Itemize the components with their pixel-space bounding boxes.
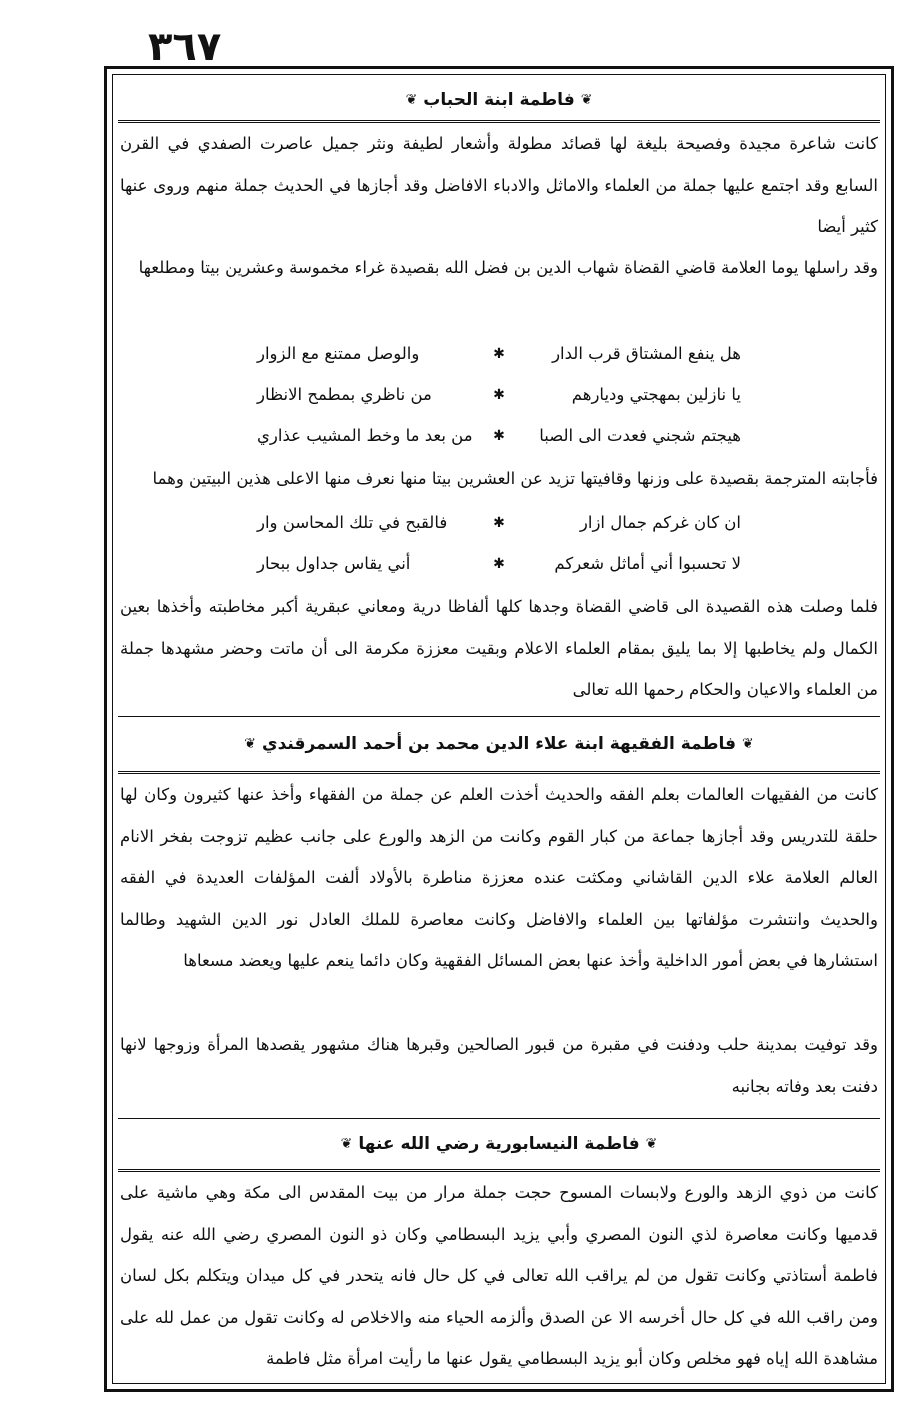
- biography-section-3: [118, 1119, 880, 1380]
- verse-hemistich: ان كان غركم جمال ازار: [579, 513, 741, 532]
- verse-hemistich: هل ينفع المشتاق قرب الدار: [552, 344, 741, 363]
- ornament-icon: ❦: [340, 1136, 353, 1152]
- paragraph: كانت من الفقيهات العالمات بعلم الفقه والحديث أخذت العلم عن جملة من الفقهاء وأخذ عنها كثيرون وكان لها حلقة للتدريس وقد أجازها جماعة من كبار القوم وكانت من الزهد والورع على جانب عظيم تزوجت بفخر الانام العالم العلامة علاء الدين القاشاني ومكثت عنده معززة مناطرة بالأولاد ألفت المؤلفات العديدة في الفقه والحديث وانتشرت مؤلفاتها بين العلماء والافاضل وكانت معاصرة للملك العادل نور الدين الشهيد وطالما استشارها في بعض أمور الداخلية وأخذ عنها بعض المسائل الفقهية وكان دائما ينعم عليها ويعضد مسعاها: [120, 785, 878, 970]
- page-number: ٣٦٧: [148, 24, 222, 70]
- ornament-icon: ❦: [405, 92, 418, 108]
- verse-hemistich: يا نازلين بمهجتي وديارهم: [571, 385, 741, 404]
- verse-hemistich: والوصل ممتنع مع الزوار: [257, 344, 420, 363]
- paragraph: فلما وصلت هذه القصيدة الى قاضي القضاة وجدها كلها ألفاظا درية ومعاني عبقرية أكبر مخاطبته وأخذها بعين الكمال ولم يخاطبها إلا بما يليق بمقام العلماء الاعلام وبقيت معززة مكرمة الى أن ماتت وحضر مشهدها جملة من العلماء والاعيان والحكام رحمها الله تعالى: [120, 597, 878, 699]
- ornament-icon: ❦: [645, 1136, 658, 1152]
- section-heading: [118, 80, 880, 120]
- verse-line: [118, 415, 880, 456]
- verse-line: [118, 502, 880, 543]
- star-separator-icon: ✱: [493, 386, 505, 403]
- section-title: فاطمة الفقيهة ابنة علاء الدين محمد بن أحمد السمرقندي: [261, 734, 737, 754]
- star-separator-icon: ✱: [493, 427, 505, 444]
- verse-hemistich: لا تحسبوا أني أماثل شعركم: [554, 554, 741, 573]
- biography-section-1: [118, 80, 880, 710]
- verse-hemistich: من بعد ما وخط المشيب عذاري: [257, 426, 473, 445]
- verse-line: [118, 543, 880, 584]
- section-title: فاطمة النيسابورية رضي الله عنها: [358, 1134, 640, 1154]
- paragraph: كانت من ذوي الزهد والورع ولابسات المسوح حجت جملة مرار من بيت المقدس الى مكة وهي ماشية على قدميها وكانت معاصرة لذي النون المصري وأبي يزيد البسطامي وكان ذو النون المصري رضي الله عنه يقول فاطمة أستاذتي وكانت تقول من لم يراقب الله تعالى في كل حال فانه يتحدر في كل ميدان ويتكلم بكل لسان ومن راقب الله في كل حال أخرسه الا عن الصدق وألزمه الحياء منه والاخلاص له وكانت تقول من عمل لله على مشاهدة الله إياه فهو مخلص وكان أبو يزيد البسطامي يقول عنها ما رأيت امرأة مثل فاطمة: [120, 1183, 878, 1368]
- verse-hemistich: أني يقاس جداول ببحار: [257, 554, 411, 573]
- verse-hemistich: فالقبح في تلك المحاسن وار: [257, 513, 448, 532]
- section-title: فاطمة ابنة الحباب: [423, 90, 575, 110]
- page-content: [118, 80, 880, 1380]
- paragraph: فأجابته المترجمة بقصيدة على وزنها وقافيتها تزيد عن العشرين بيتا منها نعرف منها الاعلى هذين البيتين وهما: [152, 469, 878, 488]
- star-separator-icon: ✱: [493, 345, 505, 362]
- paragraph: وقد توفيت بمدينة حلب ودفنت في مقبرة من قبور الصالحين وقبرها هناك مشهور يقصدها المرأة وزوجها لانها دفنت بعد وفاته بجانبه: [120, 1035, 878, 1096]
- verse-line: [118, 333, 880, 374]
- verse-block: [118, 500, 880, 586]
- star-separator-icon: ✱: [493, 514, 505, 531]
- section-heading: [118, 717, 880, 771]
- verse-block: [118, 331, 880, 458]
- paragraph: وقد راسلها يوما العلامة قاضي القضاة شهاب الدين بن فضل الله بقصيدة غراء مخموسة وعشرين بيتا ومطلعها: [138, 258, 878, 277]
- ornament-icon: ❦: [742, 736, 754, 752]
- ornament-icon: ❦: [244, 736, 256, 752]
- biography-section-2: [118, 717, 880, 1108]
- star-separator-icon: ✱: [493, 555, 505, 572]
- paragraph: كانت شاعرة مجيدة وفصيحة بليغة لها قصائد مطولة وأشعار لطيفة ونثر جميل عاصرت الصفدي في القرن السابع وقد اجتمع عليها جملة من العلماء والاماثل والادباء الافاضل وقد أجازها في الحديث جملة منهم وروى عنها كثير أيضا: [120, 134, 878, 236]
- verse-hemistich: من ناظري بمطمح الانظار: [257, 385, 432, 404]
- verse-line: [118, 374, 880, 415]
- ornament-icon: ❦: [580, 92, 593, 108]
- verse-hemistich: هيجتم شجني فعدت الى الصبا: [539, 426, 741, 445]
- section-heading: [118, 1119, 880, 1169]
